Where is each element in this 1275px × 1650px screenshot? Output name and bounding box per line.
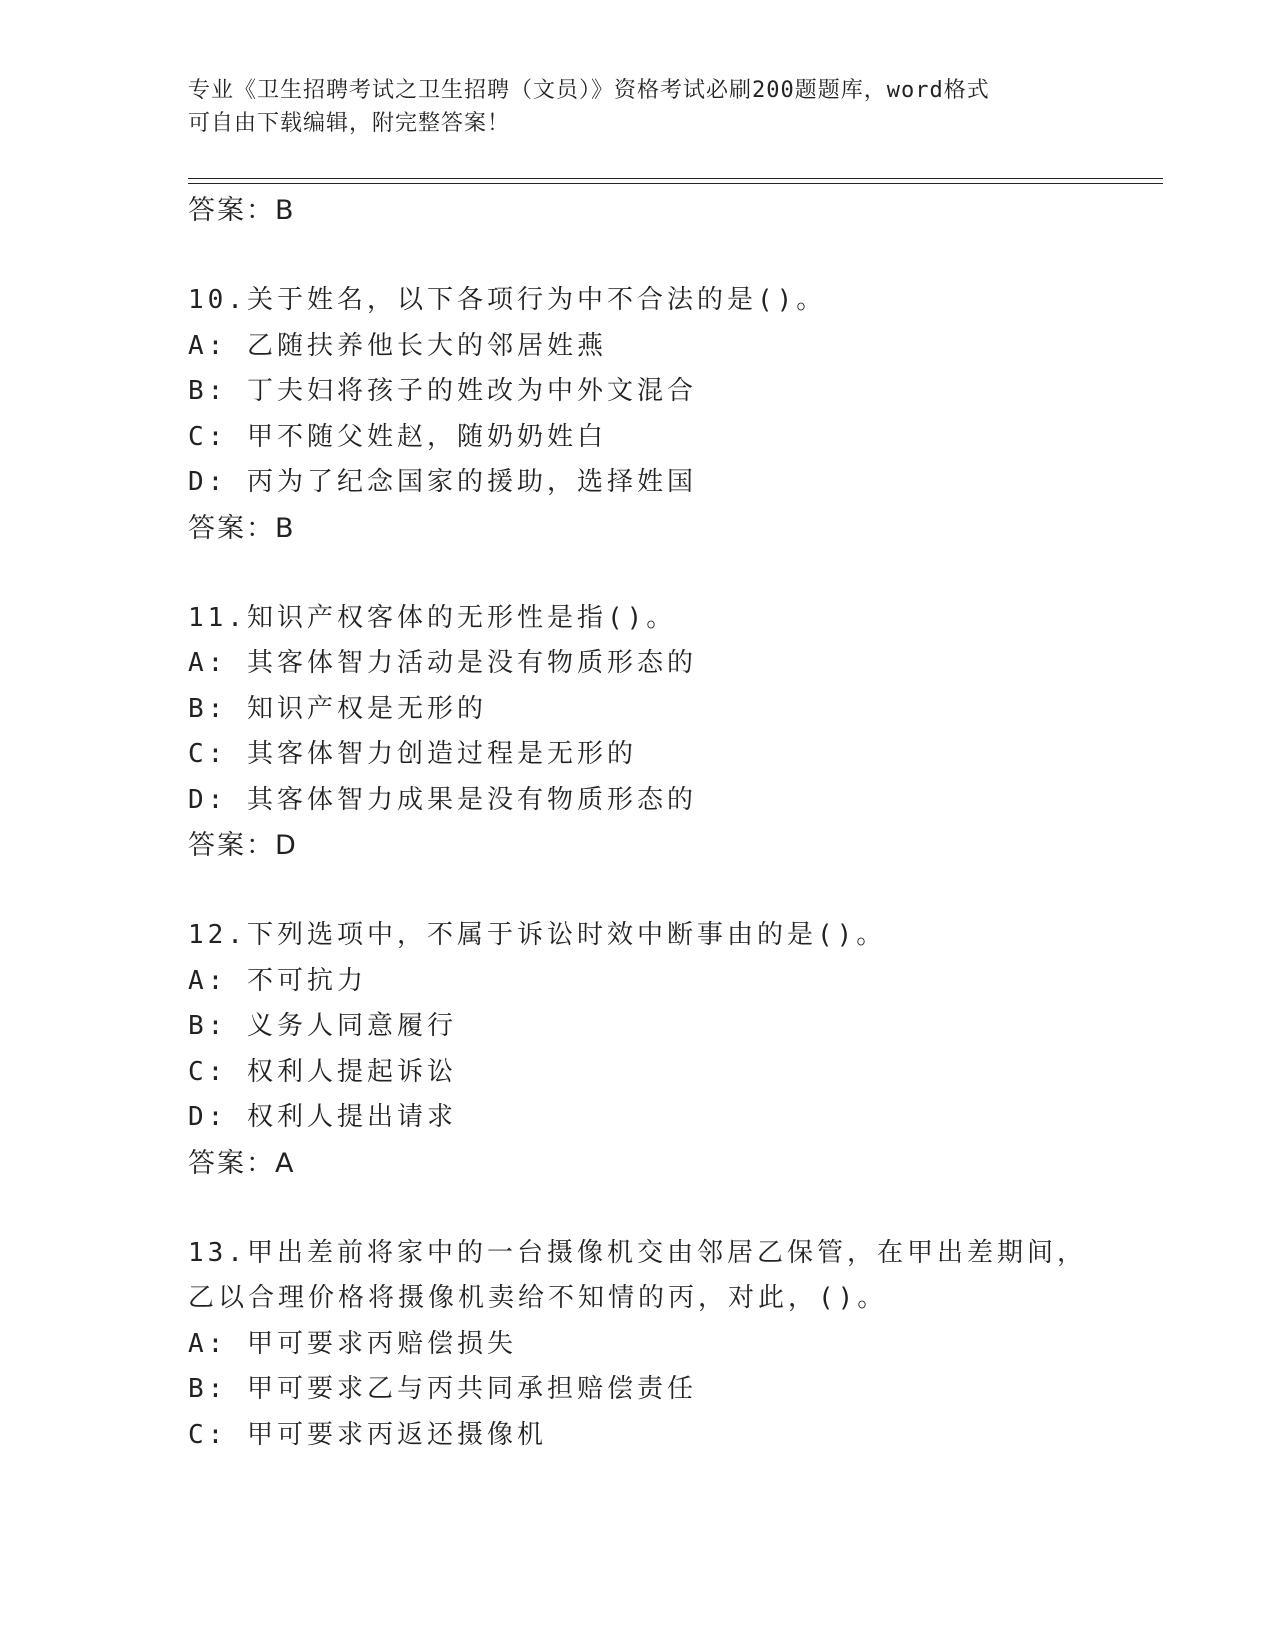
option-c: C: 甲可要求丙返还摄像机 (188, 1419, 547, 1450)
option-d: D: 权利人提出请求 (188, 1102, 457, 1132)
question-11 (188, 596, 1163, 870)
answer-line (188, 1141, 1163, 1187)
option-a: A: 其客体智力活动是没有物质形态的 (188, 648, 697, 678)
answer-value: D (275, 830, 297, 861)
document-header (188, 74, 1088, 140)
question-text: 10.关于姓名，以下各项行为中不合法的是()。 (188, 285, 827, 315)
header-line-1: 专业《卫生招聘考试之卫生招聘（文员）》资格考试必刷200题题库，word格式 (188, 78, 990, 103)
option-b: B: 义务人同意履行 (188, 1011, 457, 1041)
header-line-2: 可自由下载编辑，附完整答案！ (188, 111, 511, 136)
answer-label: 答案： (188, 830, 275, 861)
option-b: B: 甲可要求乙与丙共同承担赔偿责任 (188, 1374, 697, 1404)
answer-line (188, 188, 1163, 234)
answer-label: 答案： (188, 195, 275, 226)
option-b: B: 丁夫妇将孩子的姓改为中外文混合 (188, 376, 697, 406)
question-text: 11.知识产权客体的无形性是指()。 (188, 602, 677, 633)
option-c: C: 权利人提起诉讼 (188, 1056, 457, 1087)
option-d: D: 其客体智力成果是没有物质形态的 (188, 784, 697, 815)
answer-label: 答案： (188, 512, 275, 544)
option-c: C: 其客体智力创造过程是无形的 (188, 739, 637, 769)
option-a: A: 乙随扶养他长大的邻居姓燕 (188, 330, 607, 361)
question-text: 13.甲出差前将家中的一台摄像机交由邻居乙保管，在甲出差期间，乙以合理价格将摄像机卖给不知情的丙，对此，()。 (188, 1237, 1087, 1313)
answer-label: 答案： (188, 1147, 275, 1179)
question-12 (188, 913, 1163, 1187)
answer-value: B (275, 195, 295, 226)
question-list (188, 188, 1163, 1458)
answer-value: A (275, 1147, 295, 1179)
question-text: 12.下列选项中，不属于诉讼时效中断事由的是()。 (188, 920, 887, 950)
document-page (188, 0, 1163, 1650)
option-a: A: 甲可要求丙赔偿损失 (188, 1328, 517, 1359)
question-13 (188, 1231, 1163, 1459)
option-d: D: 丙为了纪念国家的援助，选择姓国 (188, 467, 697, 497)
question-10 (188, 278, 1163, 552)
option-a: A: 不可抗力 (188, 965, 367, 996)
answer-line (188, 506, 1163, 552)
header-divider (188, 178, 1163, 184)
option-b: B: 知识产权是无形的 (188, 693, 487, 724)
answer-line (188, 823, 1163, 869)
option-c: C: 甲不随父姓赵，随奶奶姓白 (188, 421, 607, 452)
answer-value: B (275, 512, 295, 544)
